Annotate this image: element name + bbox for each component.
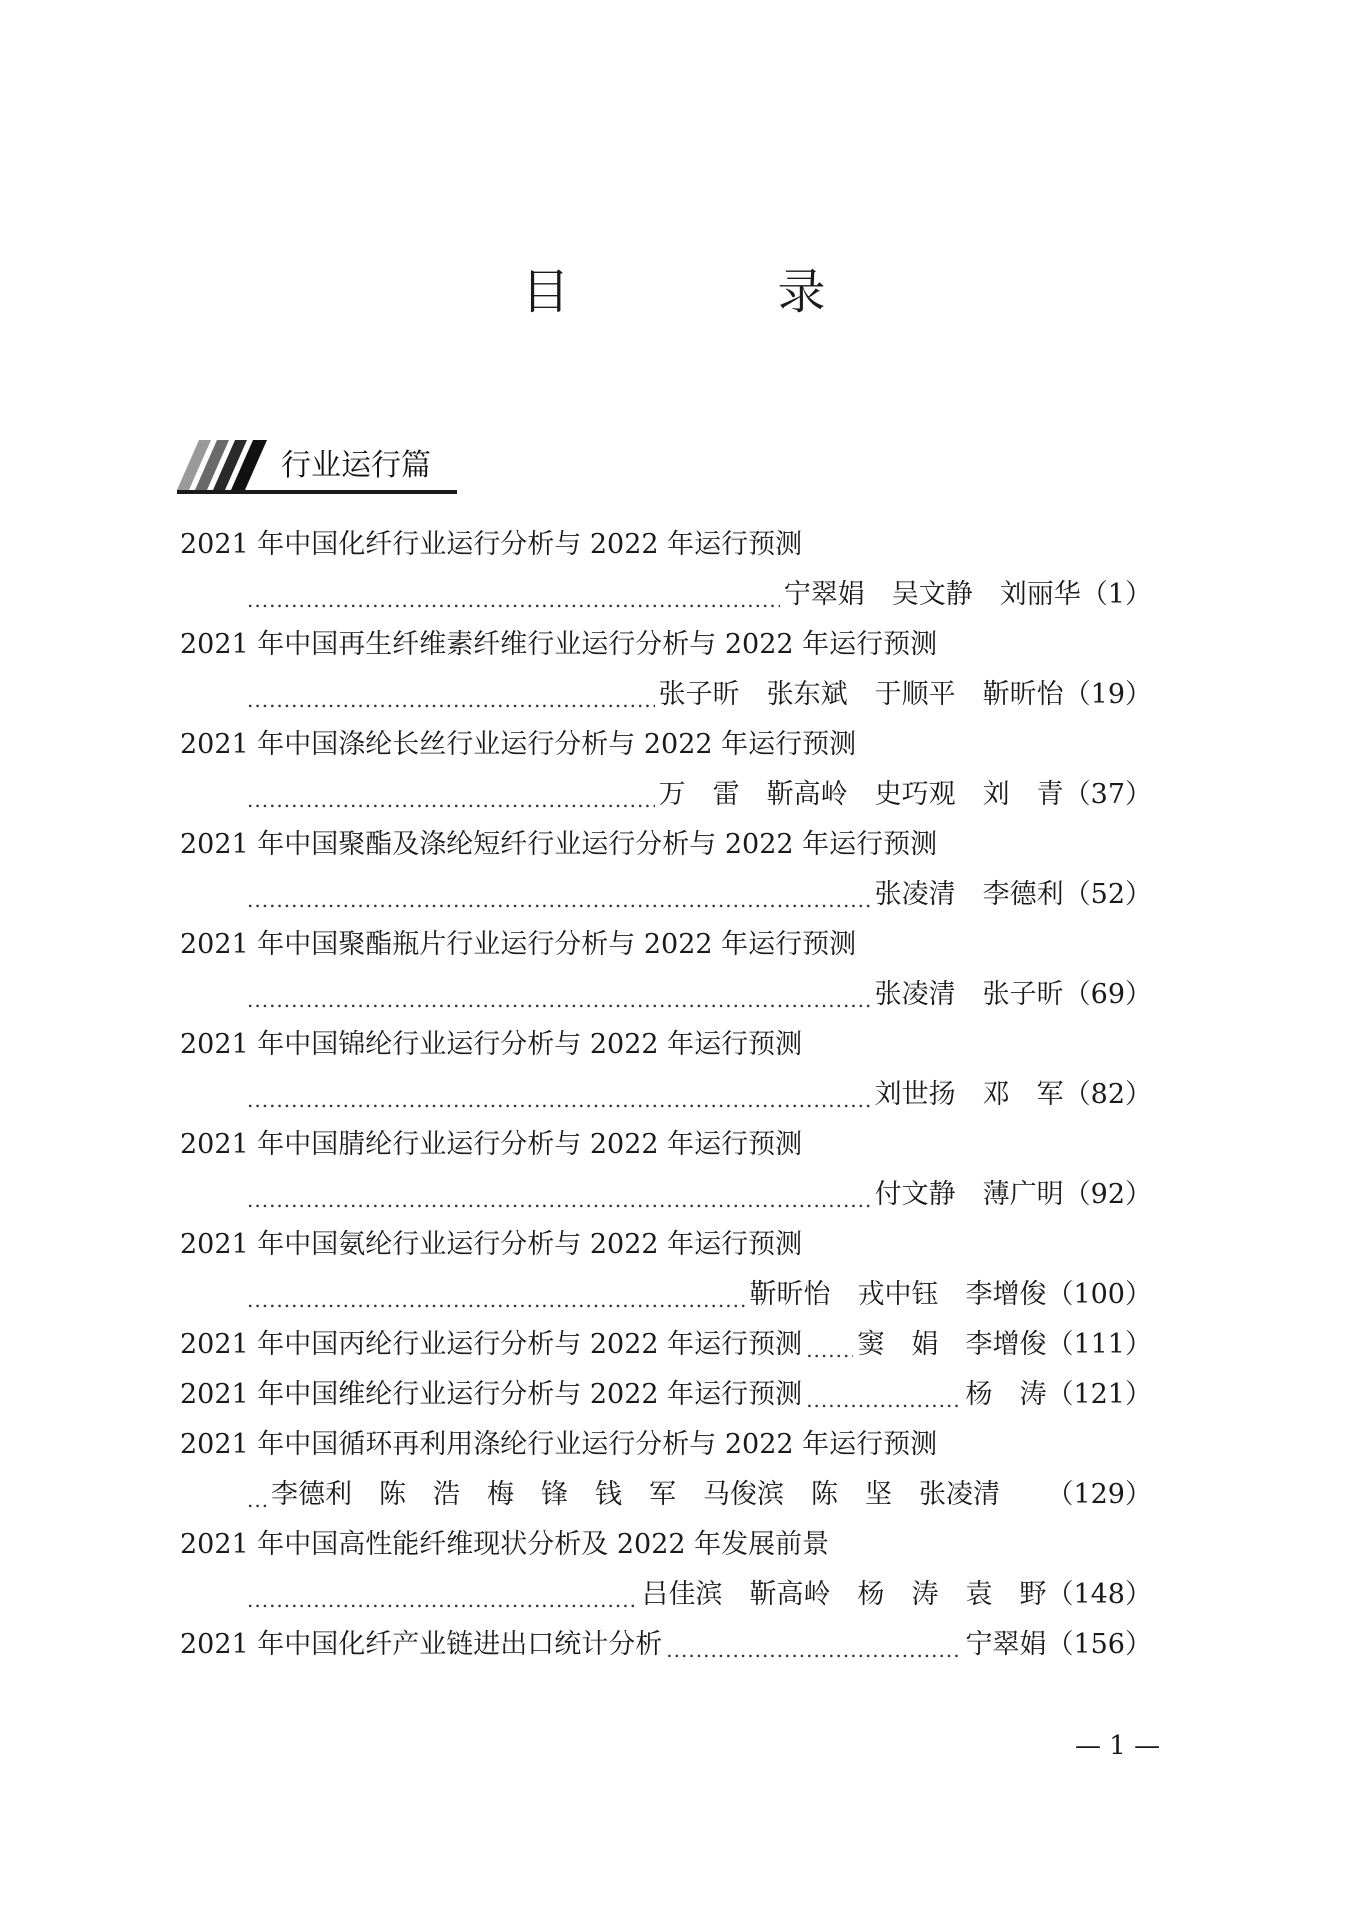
section-header bbox=[177, 440, 457, 500]
dot-leader bbox=[247, 670, 655, 720]
toc-entry-title[interactable] bbox=[180, 1420, 1152, 1470]
dot-leader bbox=[247, 1270, 745, 1320]
toc-entry-authors-line bbox=[180, 670, 1152, 720]
toc-authors: 张凌清 李德利 bbox=[874, 879, 1064, 910]
toc-entry-authors-line bbox=[180, 1470, 1152, 1520]
toc-entry-authors-line bbox=[180, 770, 1152, 820]
toc-title: 2021 年中国聚酯瓶片行业运行分析与 2022 年运行预测 bbox=[180, 929, 857, 960]
toc-authors: 杨 涛 bbox=[965, 1379, 1047, 1410]
toc-title: 2021 年中国维纶行业运行分析与 2022 年运行预测 bbox=[180, 1379, 803, 1410]
dot-leader bbox=[806, 1370, 961, 1420]
toc-page-number: （19） bbox=[1063, 679, 1152, 710]
dot-leader bbox=[247, 1070, 871, 1120]
toc-authors: 靳昕怡 戎中钰 李增俊 bbox=[749, 1279, 1047, 1310]
dot-leader bbox=[247, 770, 655, 820]
toc-authors: 宁翠娟 吴文静 刘丽华 bbox=[783, 579, 1081, 610]
toc-authors: 吕佳滨 靳高岭 杨 涛 袁 野 bbox=[641, 1579, 1047, 1610]
toc-page-number: （37） bbox=[1063, 779, 1152, 810]
toc-entry-inline[interactable] bbox=[180, 1370, 1152, 1420]
dot-leader bbox=[247, 1570, 637, 1620]
toc-page-number: （129） bbox=[1046, 1479, 1152, 1510]
toc-entry-title[interactable] bbox=[180, 920, 1152, 970]
dot-leader bbox=[666, 1620, 961, 1670]
toc-authors: 张凌清 张子昕 bbox=[874, 979, 1064, 1010]
toc-entry-title[interactable] bbox=[180, 620, 1152, 670]
toc-page-number: （148） bbox=[1046, 1579, 1152, 1610]
toc-page-number: （52） bbox=[1063, 879, 1152, 910]
dot-leader bbox=[806, 1320, 853, 1370]
toc-authors: 窦 娟 李增俊 bbox=[857, 1329, 1047, 1360]
toc-authors: 张子昕 张东斌 于顺平 靳昕怡 bbox=[658, 679, 1064, 710]
toc-entry-authors-line bbox=[180, 1270, 1152, 1320]
toc-title: 2021 年中国腈纶行业运行分析与 2022 年运行预测 bbox=[180, 1129, 803, 1160]
toc-title: 2021 年中国锦纶行业运行分析与 2022 年运行预测 bbox=[180, 1029, 803, 1060]
toc-entry-title[interactable] bbox=[180, 1120, 1152, 1170]
toc-entry-title[interactable] bbox=[180, 1020, 1152, 1070]
toc-entry-title[interactable] bbox=[180, 1520, 1152, 1570]
dot-leader bbox=[247, 570, 780, 620]
toc-entry-authors-line bbox=[180, 870, 1152, 920]
toc-title: 2021 年中国高性能纤维现状分析及 2022 年发展前景 bbox=[180, 1529, 830, 1560]
toc-entry-inline[interactable] bbox=[180, 1620, 1152, 1670]
toc-entry-title[interactable] bbox=[180, 820, 1152, 870]
toc-entry-authors-line bbox=[180, 1170, 1152, 1220]
toc-entry-title[interactable] bbox=[180, 1220, 1152, 1270]
dot-leader bbox=[247, 1470, 267, 1520]
toc-title: 2021 年中国丙纶行业运行分析与 2022 年运行预测 bbox=[180, 1329, 803, 1360]
toc-page-number: （100） bbox=[1046, 1279, 1152, 1310]
dot-leader bbox=[247, 1170, 871, 1220]
page-title: 目 录 bbox=[521, 264, 906, 320]
dot-leader bbox=[247, 870, 871, 920]
toc-page-number: （156） bbox=[1046, 1629, 1152, 1660]
toc-page-number: （92） bbox=[1063, 1179, 1152, 1210]
toc-entry-title[interactable] bbox=[180, 720, 1152, 770]
toc-authors: 刘世扬 邓 军 bbox=[874, 1079, 1064, 1110]
toc-page-number: （69） bbox=[1063, 979, 1152, 1010]
toc-entry-authors-line bbox=[180, 1070, 1152, 1120]
page-number: — 1 — bbox=[1075, 1731, 1161, 1761]
toc-authors: 付文静 薄广明 bbox=[874, 1179, 1064, 1210]
toc-entry-inline[interactable] bbox=[180, 1320, 1152, 1370]
toc-entry-authors-line bbox=[180, 1570, 1152, 1620]
toc-title: 2021 年中国涤纶长丝行业运行分析与 2022 年运行预测 bbox=[180, 729, 857, 760]
toc-title: 2021 年中国聚酯及涤纶短纤行业运行分析与 2022 年运行预测 bbox=[180, 829, 938, 860]
toc-title: 2021 年中国化纤产业链进出口统计分析 bbox=[180, 1629, 663, 1660]
toc-page-number: （121） bbox=[1046, 1379, 1152, 1410]
dot-leader bbox=[247, 970, 871, 1020]
section-title: 行业运行篇 bbox=[281, 448, 431, 483]
toc-authors: 宁翠娟 bbox=[965, 1629, 1047, 1660]
toc-page-number: （111） bbox=[1046, 1329, 1152, 1360]
toc-authors: 万 雷 靳高岭 史巧观 刘 青 bbox=[658, 779, 1064, 810]
toc-authors: 李德利 陈 浩 梅 锋 钱 军 马俊滨 陈 坚 张凌清 bbox=[271, 1479, 1000, 1510]
table-of-contents bbox=[180, 520, 1152, 1670]
toc-title: 2021 年中国再生纤维素纤维行业运行分析与 2022 年运行预测 bbox=[180, 629, 938, 660]
toc-page-number: （82） bbox=[1063, 1079, 1152, 1110]
toc-title: 2021 年中国化纤行业运行分析与 2022 年运行预测 bbox=[180, 529, 803, 560]
toc-entry-title[interactable] bbox=[180, 520, 1152, 570]
toc-entry-authors-line bbox=[180, 970, 1152, 1020]
toc-page-number: （1） bbox=[1080, 579, 1152, 610]
toc-title: 2021 年中国氨纶行业运行分析与 2022 年运行预测 bbox=[180, 1229, 803, 1260]
toc-entry-authors-line bbox=[180, 570, 1152, 620]
toc-title: 2021 年中国循环再利用涤纶行业运行分析与 2022 年运行预测 bbox=[180, 1429, 938, 1460]
